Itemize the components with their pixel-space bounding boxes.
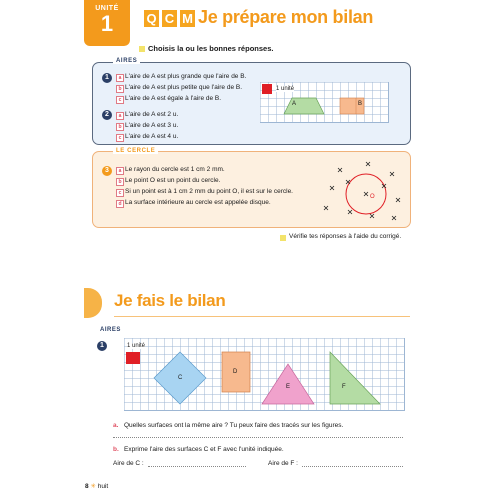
q1-option-c-checkbox[interactable]: c (116, 96, 124, 104)
shape-f-triangle (330, 352, 380, 404)
qcm-letter-c: C (162, 10, 177, 27)
q3-option-c-text: Si un point est à 1 cm 2 mm du point O, il est sur le cercle. (125, 188, 293, 195)
instruction-text: Choisis la ou les bonnes réponses. (148, 44, 274, 53)
answer-f-label: Aire de F : (268, 460, 298, 467)
shape-c-label: C (178, 375, 183, 381)
q3-option-a-text: Le rayon du cercle est 1 cm 2 mm. (125, 166, 225, 173)
page-number-digit: 8 (85, 483, 89, 490)
qcm-letter-q: Q (144, 10, 159, 27)
shape-a-trapezoid (284, 98, 324, 114)
circle-figure (318, 158, 408, 224)
shape-a-label: A (292, 101, 297, 107)
q3-option-a-checkbox[interactable]: a (116, 167, 124, 175)
item-a-letter: a. (113, 422, 119, 429)
unit-label: UNITÉ (95, 5, 119, 12)
q1-option-c-text: L'aire de A est égale à l'aire de B. (125, 95, 222, 102)
qcm-letter-m: M (180, 10, 195, 27)
check-bullet-icon (280, 235, 286, 241)
q3-option-d-text: La surface intérieure au cercle est appelée disque. (125, 199, 271, 206)
shape-d-label: D (233, 369, 238, 375)
question-3-number: 3 (102, 166, 112, 176)
item-a-text: Quelles surfaces ont la même aire ? Tu peux faire des tracés sur les figures. (124, 422, 344, 429)
shape-b-label: B (358, 101, 363, 107)
page-title: Je prépare mon bilan (198, 7, 374, 27)
q2-option-c-text: L'aire de A est 4 u. (125, 133, 179, 140)
cercle-label: LE CERCLE (113, 148, 158, 154)
answer-c-label: Aire de C : (113, 460, 144, 467)
q2-option-a-checkbox[interactable]: a (116, 112, 124, 120)
q3-option-d-checkbox[interactable]: d (116, 200, 124, 208)
bilan-question-number: 1 (97, 341, 107, 351)
q1-option-a-text: L'aire de A est plus grande que l'aire de B. (125, 73, 247, 80)
q2-option-b-text: L'aire de A est 3 u. (125, 122, 179, 129)
shape-e-label: E (286, 384, 291, 390)
bilan-shapes (124, 338, 404, 410)
q3-option-b-text: Le point O est un point du cercle. (125, 177, 221, 184)
bilan-title: Je fais le bilan (114, 291, 226, 310)
q3-option-c-checkbox[interactable]: c (116, 189, 124, 197)
check-note: Vérifie tes réponses à l'aide du corrigé. (289, 233, 402, 240)
unit-label: 1 unité (276, 86, 295, 92)
q3-option-b-checkbox[interactable]: b (116, 178, 124, 186)
page-number (85, 482, 108, 490)
q1-option-a-checkbox[interactable]: a (116, 74, 124, 82)
answer-f-line[interactable] (302, 466, 403, 467)
answer-c-line[interactable] (148, 466, 246, 467)
shape-f-label: F (342, 384, 346, 390)
bilan-title-underline (114, 316, 410, 317)
q1-option-b-text: L'aire de A est plus petite que l'aire de B. (125, 84, 243, 91)
aires-shapes (260, 82, 388, 122)
item-b-text: Exprime l'aire des surfaces C et F avec l'unité indiquée. (124, 446, 284, 453)
page-number-word: huit (97, 483, 109, 490)
q2-option-c-checkbox[interactable]: c (116, 134, 124, 142)
question-1-number: 1 (102, 73, 112, 83)
bilan-aires-label: AIRES (100, 327, 121, 333)
page-star-icon: ✳ (90, 483, 96, 490)
item-b-letter: b. (113, 446, 119, 453)
item-a-answer-line[interactable] (113, 437, 403, 438)
q2-option-b-checkbox[interactable]: b (116, 123, 124, 131)
q2-option-a-text: L'aire de A est 2 u. (125, 111, 179, 118)
instruction-bullet-icon (139, 46, 145, 52)
q1-option-b-checkbox[interactable]: b (116, 85, 124, 93)
unit-number: 1 (100, 11, 114, 36)
aires-label: AIRES (113, 58, 140, 64)
question-2-number: 2 (102, 110, 112, 120)
bilan-unit-label: 1 unité (127, 343, 146, 349)
unit-tab (84, 0, 130, 46)
bilan-tab (84, 288, 102, 318)
cross-points (324, 162, 400, 220)
center-label: O (370, 194, 375, 200)
